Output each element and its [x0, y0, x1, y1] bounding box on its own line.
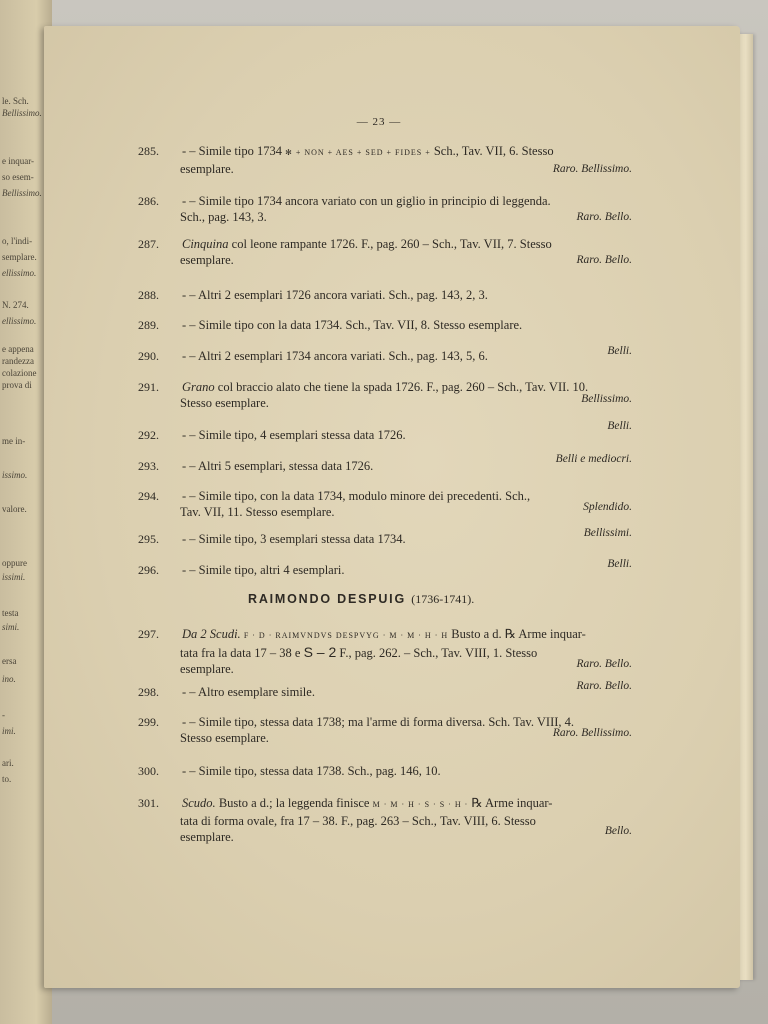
entry-line: - – Simile tipo 1734 ✻ + NON + AES + SED + FIDES + Sch., Tav. VII, 6. Stesso — [182, 144, 554, 158]
entry-line: Sch., pag. 143, 3. Raro. Bello. — [180, 210, 632, 224]
fragment-line: Bellissimo. — [2, 108, 42, 118]
coin-legend: M · M · H · S · S · H · — [372, 800, 469, 809]
entry-line: Tav. VII, 11. Stesso esemplare. Splendido. — [180, 501, 632, 519]
grade-note: Bello. — [604, 825, 632, 837]
fragment-line: simi. — [2, 622, 20, 632]
fragment-line: N. 274. — [2, 300, 29, 310]
fragment-line: - — [2, 710, 5, 720]
grade-note: Splendido. — [583, 501, 632, 513]
entry-line: - – Altro esemplare simile. — [182, 685, 315, 699]
coin-title: Da 2 Scudi. — [182, 627, 241, 641]
catalog-entry-290 — [138, 345, 632, 364]
fragment-line: me in- — [2, 436, 26, 446]
grade-note: Raro. Bellissimo. — [552, 727, 632, 739]
grade-note: Raro. Bellissimo. — [552, 163, 632, 175]
coin-title: Cinquina — [182, 237, 229, 251]
entry-number: 297. — [138, 627, 159, 641]
entry-line: Grano col braccio alato che tiene la spada 1726. F., pag. 260 – Sch., Tav. VII. 10. — [182, 380, 589, 394]
entry-line: Scudo. Busto a d.; la leggenda finisce M · M · H · S · S · H · ℞ Arme inquar- — [182, 796, 553, 810]
catalog-entry-286 — [138, 193, 632, 225]
entry-line: - – Simile tipo, 3 esemplari stessa data 1734. — [182, 532, 406, 546]
entry-number: 287. — [138, 237, 159, 251]
fragment-line: issimi. — [2, 572, 26, 582]
entry-line: esemplare. Raro. Bellissimo. — [180, 162, 632, 176]
entry-number: 301. — [138, 796, 159, 810]
entry-line: tata fra la data 17 – 38 e S – 2 F., pag. 262. – Sch., Tav. VIII, 1. Stesso — [180, 644, 538, 660]
coin-mark: S – 2 — [303, 644, 337, 660]
entry-line: Da 2 Scudi. F · D · RAIMVNDVS DESPVYG · M · M · H · H Busto a d. ℞ Arme inquar- — [182, 627, 586, 641]
entry-number: 286. — [138, 194, 159, 208]
entry-number: 295. — [138, 532, 159, 546]
entry-line: - – Simile tipo, stessa data 1738; ma l'arme di forma diversa. Sch. Tav. VIII, 4. — [182, 715, 575, 729]
fragment-line: prova di — [2, 380, 32, 390]
fragment-line: testa — [2, 608, 19, 618]
entry-number: 285. — [138, 144, 159, 158]
catalog-entry-287 — [138, 236, 632, 268]
fragment-line: oppure — [2, 558, 27, 568]
entry-line: Stesso esemplare. Raro. Bellissimo. — [180, 727, 632, 745]
entry-line: Cinquina col leone rampante 1726. F., pag. 260 – Sch., Tav. VII, 7. Stesso — [182, 237, 552, 251]
fragment-line: o, l'indi- — [2, 236, 33, 246]
entry-line: esemplare. Bello. — [180, 825, 632, 844]
entry-number: 292. — [138, 428, 159, 442]
entry-line: - – Simile tipo, stessa data 1738. Sch., pag. 146, 10. — [182, 764, 441, 778]
grade-note: Belli e mediocri. — [555, 453, 632, 465]
catalog-entry-293 — [138, 453, 632, 474]
grade-note: Bellissimo. — [581, 393, 632, 405]
entry-line: - – Simile tipo 1734 ancora variato con un giglio in principio di leggenda. — [182, 194, 551, 208]
fragment-line: e inquar- — [2, 156, 35, 166]
fragment-line: ellissimo. — [2, 316, 37, 326]
catalog-entry-297 — [138, 626, 632, 677]
catalog-entry-300 — [138, 763, 632, 779]
grade-note: Bellissimi. — [583, 527, 632, 539]
page-number: — 23 — — [356, 116, 402, 128]
catalog-entry-291 — [138, 379, 632, 411]
entry-number: 291. — [138, 380, 159, 394]
catalog-entry-295 — [138, 527, 632, 547]
entry-line: - – Simile tipo con la data 1734. Sch., Tav. VII, 8. Stesso esemplare. — [182, 318, 523, 332]
fragment-line: ersa — [2, 656, 17, 666]
fragment-line: ellissimo. — [2, 268, 37, 278]
grade-note: Raro. Bello. — [576, 211, 632, 223]
entry-number: 299. — [138, 715, 159, 729]
entry-line: - – Altri 2 esemplari 1734 ancora variati. Sch., pag. 143, 5, 6. — [182, 349, 488, 363]
fragment-line: colazione — [2, 368, 37, 378]
section-title-text: RAIMONDO DESPUIG — [248, 592, 406, 606]
entry-line: Stesso esemplare. Bellissimo. — [180, 393, 632, 410]
entry-line: - – Simile tipo, con la data 1734, modulo minore dei precedenti. Sch., — [182, 489, 531, 503]
fragment-line: issimo. — [2, 470, 28, 480]
catalog-entry-298 — [138, 680, 632, 700]
entry-number: 289. — [138, 318, 159, 332]
fragment-line: ari. — [2, 758, 14, 768]
entry-line: esemplare. Raro. Bello. — [180, 658, 632, 676]
entry-line: - – Altri 2 esemplari 1726 ancora variati. Sch., pag. 143, 2, 3. — [182, 288, 488, 302]
entry-number: 300. — [138, 764, 159, 778]
catalog-entry-301 — [138, 795, 632, 845]
catalog-entry-294 — [138, 488, 632, 520]
entry-number: 288. — [138, 288, 159, 302]
fragment-line: e appena — [2, 344, 34, 354]
fragment-line: semplare. — [2, 252, 37, 262]
entry-line: - – Simile tipo, 4 esemplari stessa data 1726. — [182, 428, 406, 442]
grade-note: Raro. Bello. — [576, 680, 632, 692]
fragment-line: imi. — [2, 726, 16, 736]
entry-number: 298. — [138, 685, 159, 699]
grade-note: Belli. — [607, 558, 632, 570]
entry-line: - – Altri 5 esemplari, stessa data 1726. — [182, 459, 374, 473]
coin-title: Grano — [182, 380, 215, 394]
coin-legend: F · D · RAIMVNDVS DESPVYG · M · M · H · H — [243, 631, 449, 640]
entry-line: esemplare. Raro. Bello. — [180, 253, 632, 267]
entry-line: - – Simile tipo, altri 4 esemplari. — [182, 563, 345, 577]
entry-line: tata di forma ovale, fra 17 – 38. F., pag. 263 – Sch., Tav. VIII, 6. Stesso — [180, 814, 536, 828]
catalog-entry-289 — [138, 317, 632, 333]
coin-legend: ✻ + NON + AES + SED + FIDES + — [285, 148, 431, 157]
entry-number: 293. — [138, 459, 159, 473]
entry-number: 296. — [138, 563, 159, 577]
fragment-line: ino. — [2, 674, 16, 684]
fragment-line: le. Sch. — [2, 96, 29, 106]
section-heading — [248, 592, 548, 607]
entry-number: 294. — [138, 489, 159, 503]
fragment-line: randezza — [2, 356, 34, 366]
fragment-line: to. — [2, 774, 12, 784]
fragment-line: so esem- — [2, 172, 34, 182]
grade-note: Raro. Bello. — [576, 658, 632, 670]
catalog-entry-296 — [138, 558, 632, 578]
catalog-entry-292 — [138, 420, 632, 443]
coin-title: Scudo. — [182, 796, 216, 810]
grade-note: Raro. Bello. — [576, 254, 632, 266]
section-dates: (1736-1741). — [411, 592, 475, 606]
entry-number: 290. — [138, 349, 159, 363]
fragment-line: Bellissimo. — [2, 188, 42, 198]
fragment-line: valore. — [2, 504, 27, 514]
grade-note: Belli. — [607, 345, 632, 357]
grade-note: Belli. — [607, 420, 632, 432]
catalog-entry-285 — [138, 143, 632, 177]
catalog-entry-299 — [138, 714, 632, 746]
catalog-entry-288 — [138, 287, 632, 303]
